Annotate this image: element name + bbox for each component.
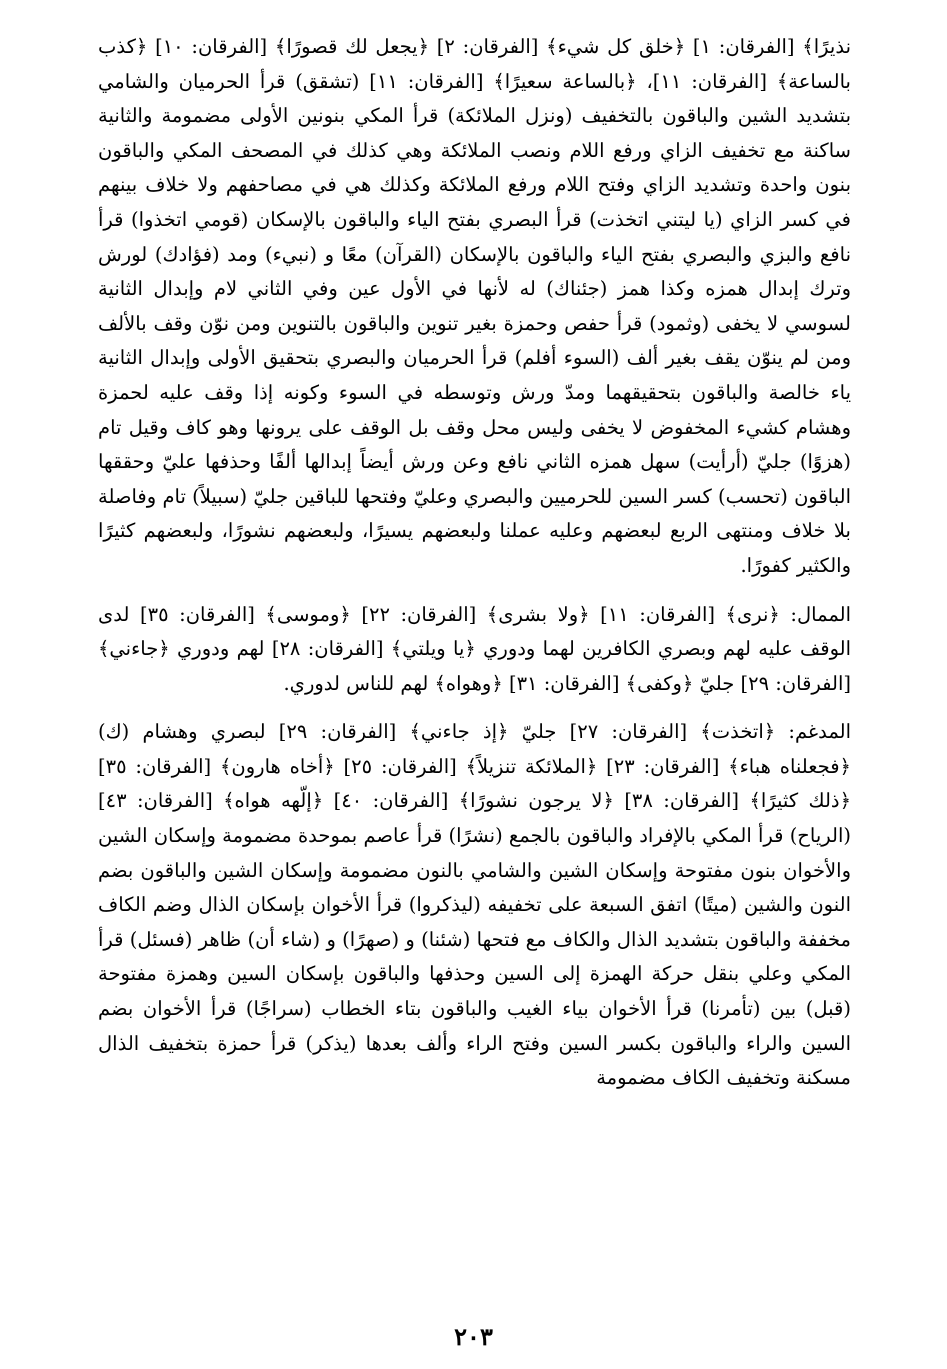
paragraph-mumal: الممال: ﴿نرى﴾ [الفرقان: ١١] ﴿ولا بشرى﴾ [الفرقان: ٢٢] ﴿وموسى﴾ [الفرقان: ٣٥] لدى الوقف عليه لهم وبصري الكافرين لهما ودوري ﴿يا ويلتي﴾ [الفرقان: ٢٨] لهم ودوري ﴿جاءني﴾ [الفرقان: ٢٩] جليّ ﴿وكفى﴾ [الفرقان: ٣١] ﴿وهواه﴾ لهم للناس لدوري. [98, 602, 851, 695]
paragraph-mudgham: المدغم: ﴿اتخذت﴾ [الفرقان: ٢٧] جليّ ﴿إذ جاءني﴾ [الفرقان: ٢٩] لبصري وهشام (ك) ﴿فجعلناه هباء﴾ [الفرقان: ٢٣] ﴿الملائكة تنزيلاً﴾ [الفرقان: ٢٥] ﴿أخاه هارون﴾ [الفرقان: ٣٥] ﴿ذلك كثيرًا﴾ [الفرقان: ٣٨] ﴿لا يرجون نشورًا﴾ [الفرقان: ٤٠] ﴿إلّهه هواه﴾ [الفرقان: ٤٣] (الرياح) قرأ المكي بالإفراد والباقون بالجمع (نشرًا) قرأ عاصم بموحدة مضمومة وإسكان الشين والأخوان بنون مفتوحة وإسكان الشين والشامي بالنون مضمومة وإسكان الشين والباقون بضم النون والشين (ميتًا) اتفق السبعة على تخفيفه (ليذكروا) قرأ الأخوان بإسكان الذال وضم الكاف مخففة والباقون بتشديد الذال والكاف مع فتحها (شئنا) و (صهرًا) و (شاء أن) ظاهر (فسئل) قرأ المكي وعلي بنقل حركة الهمزة إلى السين وحذفها والباقون بإسكان السين وهمزة مفتوحة (قبل) بين (تأمرنا) قرأ الأخوان بياء الغيب والباقون بتاء الخطاب (سراجًا) قرأ الأخوان بضم السين والراء والباقون بكسر السين وفتح الراء وألف بعدها (يذكر) قرأ حمزة بتخفيف الذال مسكنة وتخفيف الكاف مضمومة [98, 720, 851, 1090]
paragraph-main-commentary: نذيرًا﴾ [الفرقان: ١] ﴿خلق كل شيء﴾ [الفرقان: ٢] ﴿يجعل لك قصورًا﴾ [الفرقان: ١٠] ﴿كذب بالساعة﴾ [الفرقان: ١١]، ﴿بالساعة سعيرًا﴾ [الفرقان: ١١] (تشقق) قرأ الحرميان والشامي بتشديد الشين والباقون بالتخفيف (ونزل الملائكة) قرأ المكي بنونين الأولى مضمومة والثانية ساكنة مع تخفيف الزاي ورفع اللام ونصب الملائكة وهي كذلك في المصحف المكي والباقون بنون واحدة وتشديد الزاي وفتح اللام ورفع الملائكة وكذلك هي في مصاحفهم ولا خلاف بينهم في كسر الزاي (يا ليتني اتخذت) قرأ البصري بفتح الياء والباقون بالإسكان (قومي اتخذوا) قرأ نافع والبزي والبصري بفتح الياء والباقون بالإسكان (القرآن) معًا و (نبيء) ومد (فؤادك) لورش وترك إبدال همزه وكذا همز (جئناك) له لأنها في الأول عين وفي الثاني لام وإبدال الثانية لسوسي لا يخفى (وثمود) قرأ حفص وحمزة بغير تنوين والباقون بالتنوين ومن نوّن وقف بالألف ومن لم ينوّن يقف بغير ألف (السوء أفلم) قرأ الحرميان والبصري بتحقيق الأولى وإبدال الثانية ياء خالصة والباقون بتحقيقهما ومدّ ورش وتوسطه في السوء وكونه إذا وقف عليه لحمزة وهشام كشيء المخفوض لا يخفى وليس محل وقف بل الوقف على يرونها وهو كاف وقيل تام (هزوًا) جليّ (أرأيت) سهل همزه الثاني نافع وعن ورش أيضاً إبدالها ألفًا وحذفها عليّ وحققها الباقون (تحسب) كسر السين للحرميين والبصري وعليّ وفتحها للباقين جليّ (سبيلاً) تام وفاصلة بلا خلاف ومنتهى الربع لبعضهم وعليه عملنا ولبعضهم يسيرًا، ولبعضهم نشورًا، ولبعضهم كثيرًا والكثير كفورًا. [98, 35, 851, 577]
page-number: ٢٠٣ [454, 1322, 493, 1351]
